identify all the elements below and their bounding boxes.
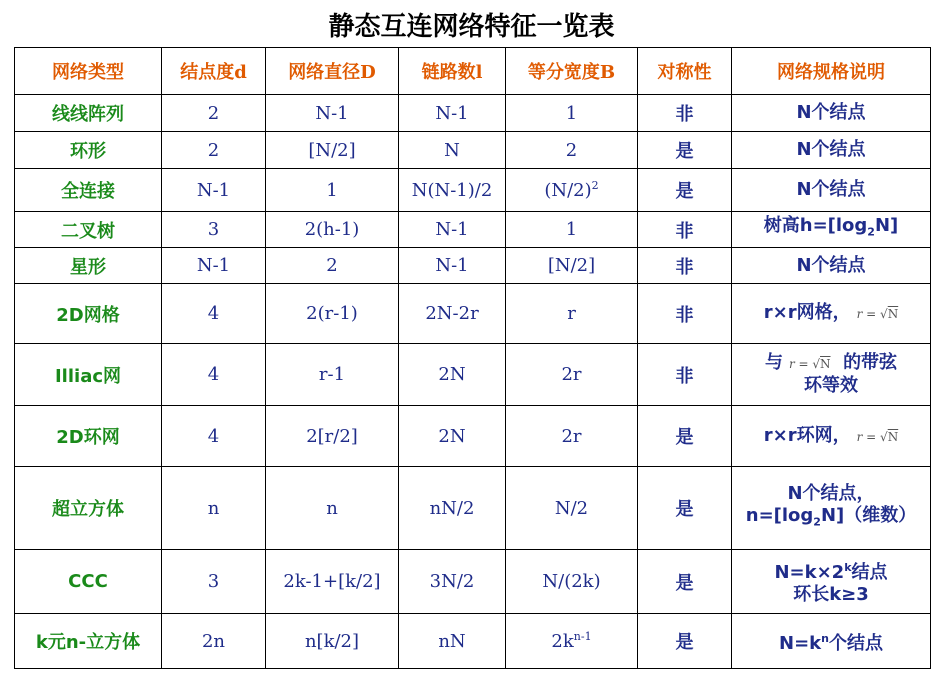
network-type: 线线阵列: [15, 95, 162, 132]
formula-lhs: r =: [856, 307, 877, 321]
log-base: 2: [813, 515, 821, 529]
spec-description: [732, 550, 931, 614]
node-degree: 3: [162, 550, 266, 614]
formula-radicand: N: [887, 429, 899, 444]
network-type: 环形: [15, 132, 162, 169]
link-count: N-1: [399, 95, 506, 132]
spec-text: n=[log: [745, 504, 814, 526]
spec-text: N]: [874, 215, 899, 237]
link-count: N(N-1)/2: [399, 169, 506, 212]
table-row: [15, 212, 931, 248]
spec-text: r×r环网，: [763, 424, 851, 446]
spec-line: [734, 352, 928, 375]
exponent: k: [844, 561, 852, 574]
bisection-width: N/2: [506, 467, 638, 550]
bisection-base: 2k: [551, 631, 574, 652]
node-degree: 4: [162, 344, 266, 406]
network-type: 全连接: [15, 169, 162, 212]
bisection-width: [N/2]: [506, 248, 638, 284]
diameter: [N/2]: [266, 132, 399, 169]
symmetry: 是: [638, 169, 732, 212]
symmetry: 是: [638, 406, 732, 467]
link-count: 2N: [399, 406, 506, 467]
node-degree: N-1: [162, 248, 266, 284]
symmetry: 非: [638, 344, 732, 406]
spec-description: [732, 406, 931, 467]
table-row: [15, 132, 931, 169]
network-type: 星形: [15, 248, 162, 284]
spec-description: [732, 467, 931, 550]
node-degree: N-1: [162, 169, 266, 212]
table-row: [15, 95, 931, 132]
header-cell: 网络直径D: [266, 48, 399, 95]
spec-text: N=k: [779, 632, 822, 654]
header-cell: 对称性: [638, 48, 732, 95]
spec-description: [732, 212, 931, 248]
link-count: 3N/2: [399, 550, 506, 614]
page-title: 静态互连网络特征一览表: [328, 12, 615, 42]
symmetry: 非: [638, 248, 732, 284]
spec-text: 与: [764, 352, 783, 373]
header-cell: 网络类型: [15, 48, 162, 95]
network-type: 2D环网: [15, 406, 162, 467]
sqrt-formula: r = √N: [856, 307, 899, 321]
bisection-width: [506, 614, 638, 669]
spec-line: 环长k≥3: [793, 584, 869, 605]
table-row: [15, 248, 931, 284]
link-count: N-1: [399, 248, 506, 284]
bisection-width: N/(2k): [506, 550, 638, 614]
network-features-table: [14, 47, 931, 669]
link-count: N-1: [399, 212, 506, 248]
symmetry: 非: [638, 95, 732, 132]
formula-lhs: r =: [788, 357, 809, 371]
link-count: N: [399, 132, 506, 169]
spec-description: N个结点: [732, 132, 931, 169]
diameter: N-1: [266, 95, 399, 132]
spec-text: N]（维数）: [820, 504, 917, 526]
header-row: [15, 48, 931, 95]
header-cell: 等分宽度B: [506, 48, 638, 95]
spec-line: N个结点，: [787, 482, 875, 504]
node-degree: 4: [162, 406, 266, 467]
diameter: 2k-1+[k/2]: [266, 550, 399, 614]
exponent: n: [821, 631, 829, 645]
link-count: nN/2: [399, 467, 506, 550]
node-degree: 2: [162, 132, 266, 169]
network-type: k元n-立方体: [15, 614, 162, 669]
table-row: [15, 344, 931, 406]
spec-description: N个结点: [732, 169, 931, 212]
network-type: CCC: [15, 550, 162, 614]
bisection-width: 1: [506, 95, 638, 132]
bisection-width: 2r: [506, 344, 638, 406]
symmetry: 非: [638, 284, 732, 344]
symmetry: 是: [638, 467, 732, 550]
table-row: [15, 614, 931, 669]
node-degree: n: [162, 467, 266, 550]
network-type: Illiac网: [15, 344, 162, 406]
bisection-exponent: n-1: [573, 630, 592, 643]
node-degree: 3: [162, 212, 266, 248]
diameter: 1: [266, 169, 399, 212]
diameter: n: [266, 467, 399, 550]
spec-description: N个结点: [732, 95, 931, 132]
diameter: n[k/2]: [266, 614, 399, 669]
formula-lhs: r =: [856, 429, 877, 444]
table-row: [15, 406, 931, 467]
diameter: 2(h-1): [266, 212, 399, 248]
log-base: 2: [867, 225, 875, 239]
bisection-width: 2: [506, 132, 638, 169]
symmetry: 是: [638, 132, 732, 169]
link-count: nN: [399, 614, 506, 669]
spec-description: N个结点: [732, 248, 931, 284]
symmetry: 是: [638, 614, 732, 669]
table-row: [15, 169, 931, 212]
formula-radicand: N: [820, 357, 831, 371]
spec-text: 结点: [851, 562, 888, 583]
diameter: r-1: [266, 344, 399, 406]
sqrt-formula: r = √N: [788, 357, 831, 371]
bisection-width: [506, 169, 638, 212]
spec-line: 环等效: [804, 375, 858, 396]
header-cell: 链路数l: [399, 48, 506, 95]
spec-text: 树高h=[log: [763, 215, 868, 237]
bisection-width: 2r: [506, 406, 638, 467]
node-degree: 4: [162, 284, 266, 344]
bisection-base: (N/2): [544, 180, 592, 201]
table-row: [15, 550, 931, 614]
bisection-exponent: 2: [591, 179, 599, 192]
node-degree: 2n: [162, 614, 266, 669]
table-row: [15, 284, 931, 344]
diameter: 2[r/2]: [266, 406, 399, 467]
spec-text: 个结点: [828, 632, 883, 654]
bisection-width: r: [506, 284, 638, 344]
spec-text: r×r网格，: [763, 302, 851, 323]
spec-line: [734, 557, 928, 584]
header-cell: 结点度d: [162, 48, 266, 95]
diameter: 2(r-1): [266, 284, 399, 344]
spec-line: [734, 505, 928, 534]
spec-text: 的带弦: [843, 352, 898, 373]
bisection-width: 1: [506, 212, 638, 248]
symmetry: 非: [638, 212, 732, 248]
network-type: 超立方体: [15, 467, 162, 550]
spec-text: N=k×2: [774, 562, 845, 583]
network-type: 二叉树: [15, 212, 162, 248]
symmetry: 是: [638, 550, 732, 614]
header-cell: 网络规格说明: [732, 48, 931, 95]
link-count: 2N-2r: [399, 284, 506, 344]
link-count: 2N: [399, 344, 506, 406]
spec-description: [732, 284, 931, 344]
sqrt-formula: r = √N: [856, 429, 899, 444]
spec-description: [732, 344, 931, 406]
diameter: 2: [266, 248, 399, 284]
table-row: [15, 467, 931, 550]
network-type: 2D网格: [15, 284, 162, 344]
formula-radicand: N: [887, 307, 899, 321]
spec-description: [732, 614, 931, 669]
node-degree: 2: [162, 95, 266, 132]
